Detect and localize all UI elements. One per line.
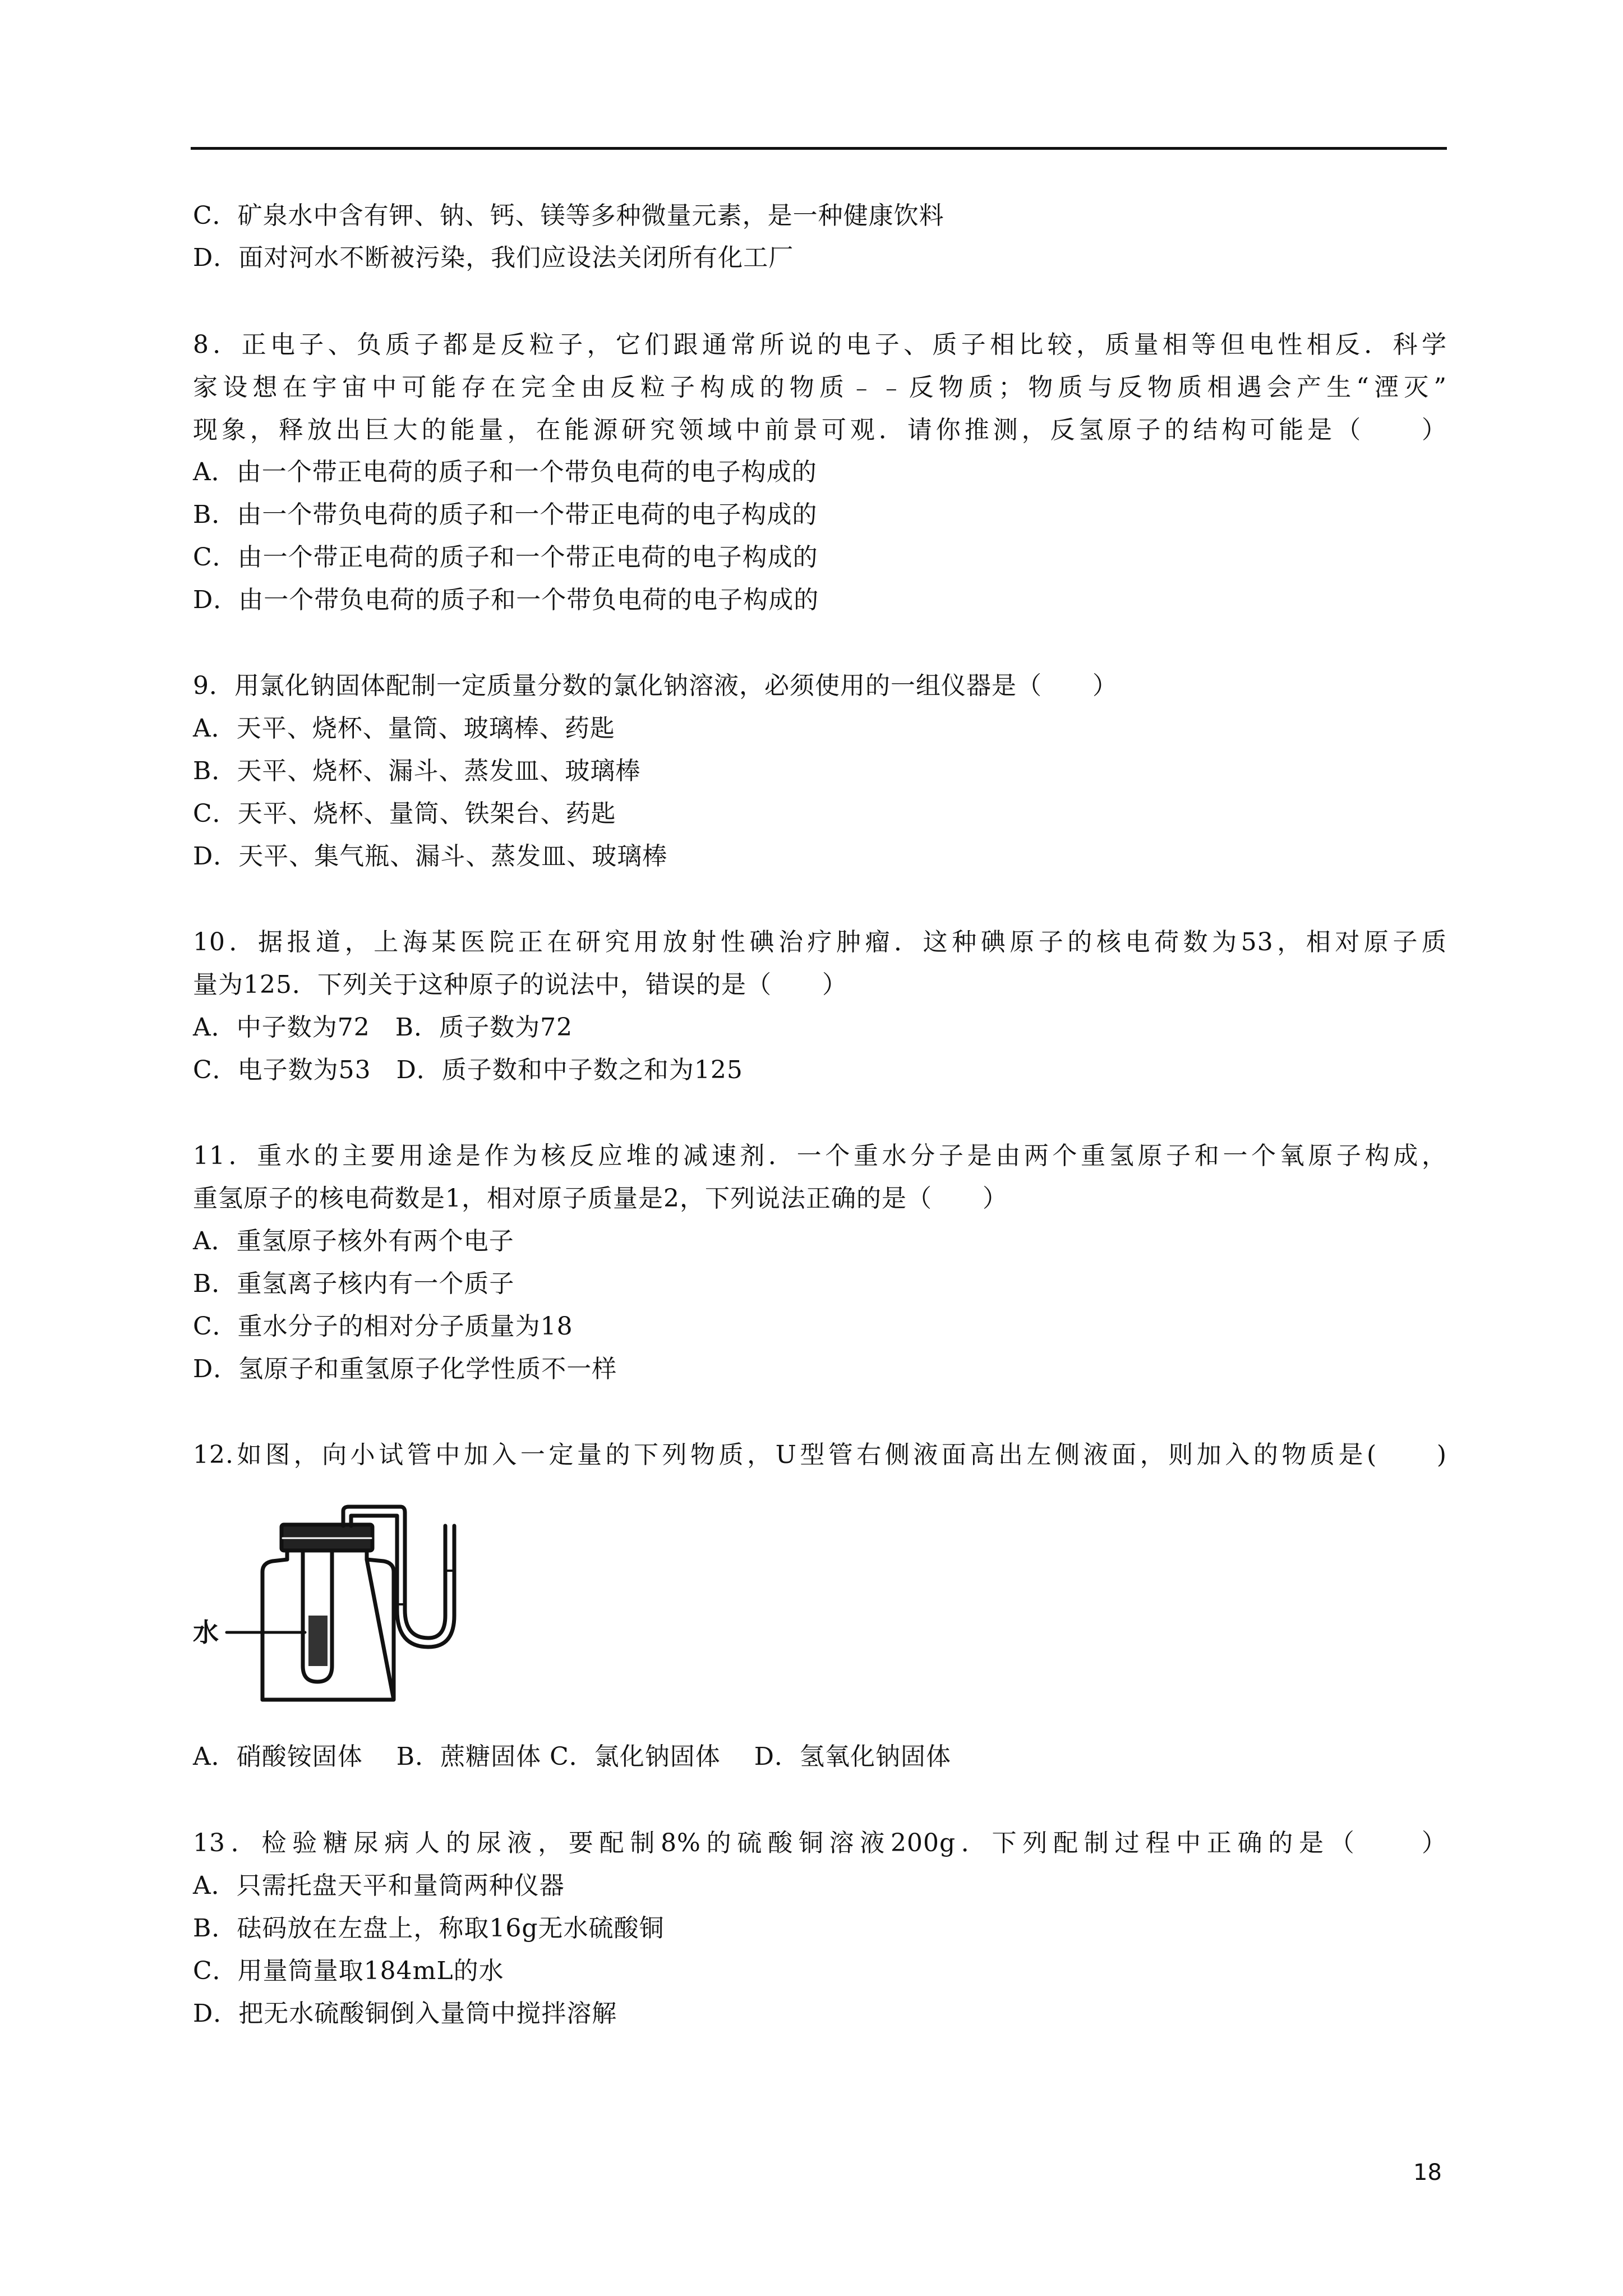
q9-option-c: C．天平、烧杯、量筒、铁架台、药匙 <box>193 799 616 828</box>
q8-option-d: D．由一个带负电荷的质子和一个带负电荷的电子构成的 <box>193 586 819 614</box>
q8-option-c: C．由一个带正电荷的质子和一个带正电荷的电子构成的 <box>193 543 818 572</box>
q11-option-c: C．重水分子的相对分子质量为18 <box>193 1312 573 1341</box>
q10-stem-line-2: 量为125．下列关于这种原子的说法中，错误的是（ ） <box>193 970 847 999</box>
q8-stem-line-2: 家设想在宇宙中可能存在完全由反粒子构成的物质﹣﹣反物质；物质与反物质相遇会产生“湮灭” <box>193 373 1447 402</box>
q13-option-c: C．用量筒量取184mL的水 <box>193 1957 504 1985</box>
q13-option-b: B．砝码放在左盘上，称取16g无水硫酸铜 <box>193 1914 665 1943</box>
q8-option-b: B．由一个带负电荷的质子和一个带正电荷的电子构成的 <box>193 500 818 529</box>
q13-stem: 13．检验糖尿病人的尿液，要配制8%的硫酸铜溶液200g．下列配制过程中正确的是（ ） <box>193 1829 1447 1857</box>
q11-option-b: B．重氢离子核内有一个质子 <box>193 1269 515 1298</box>
q12-options: A．硝酸铵固体 B．蔗糖固体 C．氯化钠固体 D．氢氧化钠固体 <box>193 1742 952 1771</box>
water-label: 水 <box>193 1617 219 1648</box>
q10-stem-line-1: 10．据报道，上海某医院正在研究用放射性碘治疗肿瘤．这种碘原子的核电荷数为53，相对原子质 <box>193 928 1447 956</box>
u-tube-apparatus-figure <box>193 1503 507 1728</box>
q11-option-d: D．氢原子和重氢原子化学性质不一样 <box>193 1355 617 1383</box>
q9-stem: 9．用氯化钠固体配制一定质量分数的氯化钠溶液，必须使用的一组仪器是（ ） <box>193 671 1118 700</box>
q11-stem-line-1: 11．重水的主要用途是作为核反应堆的减速剂．一个重水分子是由两个重氢原子和一个氧原子构成， <box>193 1142 1447 1170</box>
q8-stem-line-3: 现象，释放出巨大的能量，在能源研究领域中前景可观．请你推测，反氢原子的结构可能是（ ） <box>193 416 1447 444</box>
q11-option-a: A．重氢原子核外有两个电子 <box>193 1227 514 1255</box>
q8-option-a: A．由一个带正电荷的质子和一个带负电荷的电子构成的 <box>193 458 817 486</box>
q7-option-c: C．矿泉水中含有钾、钠、钙、镁等多种微量元素，是一种健康饮料 <box>193 201 944 230</box>
q8-stem-line-1: 8．正电子、负质子都是反粒子，它们跟通常所说的电子、质子相比较，质量相等但电性相反．科学 <box>193 330 1447 359</box>
q9-option-d: D．天平、集气瓶、漏斗、蒸发皿、玻璃棒 <box>193 842 668 871</box>
q10-options-cd: C．电子数为53 D．质子数和中子数之和为125 <box>193 1056 743 1084</box>
q7-option-d: D．面对河水不断被污染，我们应设法关闭所有化工厂 <box>193 243 794 272</box>
q12-stem: 12.如图，向小试管中加入一定量的下列物质，U型管右侧液面高出左侧液面，则加入的物质是( ) <box>193 1441 1447 1469</box>
q11-stem-line-2: 重氢原子的核电荷数是1，相对原子质量是2，下列说法正确的是（ ） <box>193 1184 1008 1213</box>
q13-option-a: A．只需托盘天平和量筒两种仪器 <box>193 1871 565 1900</box>
q9-option-a: A．天平、烧杯、量筒、玻璃棒、药匙 <box>193 714 615 743</box>
q9-option-b: B．天平、烧杯、漏斗、蒸发皿、玻璃棒 <box>193 757 641 785</box>
q13-option-d: D．把无水硫酸铜倒入量筒中搅拌溶解 <box>193 1999 617 2028</box>
q10-options-ab: A．中子数为72 B．质子数为72 <box>193 1013 573 1042</box>
header-rule <box>191 147 1447 150</box>
page-number: 18 <box>1413 2160 1442 2185</box>
